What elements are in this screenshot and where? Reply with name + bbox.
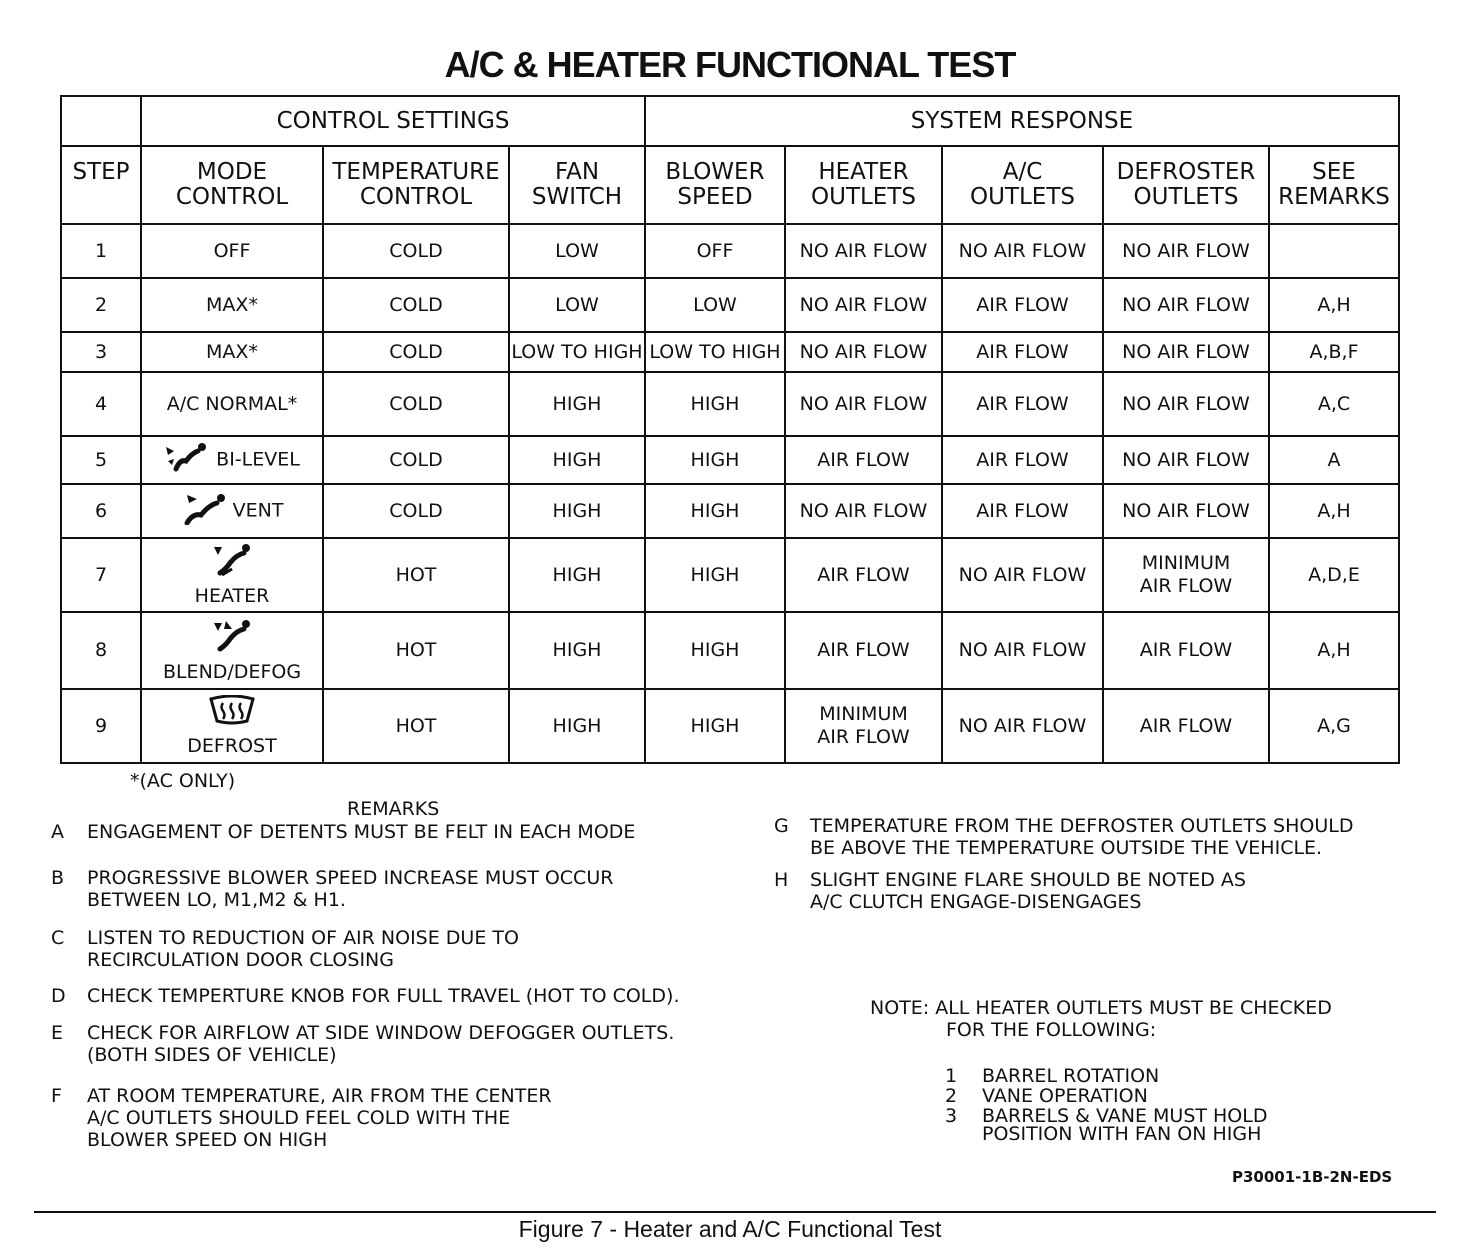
defrost-icon xyxy=(207,695,257,735)
remark-text: A/C CLUTCH ENGAGE-DISENGAGES xyxy=(810,891,1142,913)
remark-text: A/C OUTLETS SHOULD FEEL COLD WITH THE xyxy=(87,1107,511,1129)
heater-outlets-cell: AIR FLOW xyxy=(785,436,942,484)
remark-letter: H xyxy=(774,869,789,891)
remark-letter: A xyxy=(51,821,64,843)
remarks-heading: REMARKS xyxy=(347,798,440,820)
heater-outlets-cell: NO AIR FLOW xyxy=(785,278,942,332)
heater-outlets-cell: AIR FLOW xyxy=(785,538,942,612)
fan-cell: HIGH xyxy=(509,436,645,484)
defroster-outlets-cell: NO AIR FLOW xyxy=(1103,436,1269,484)
system-response-header: SYSTEM RESPONSE xyxy=(645,96,1399,146)
ac-outlets-cell: AIR FLOW xyxy=(942,436,1103,484)
remarks-cell: A,D,E xyxy=(1269,538,1399,612)
ac-outlets-cell: NO AIR FLOW xyxy=(942,612,1103,689)
defroster-outlets-cell: NO AIR FLOW xyxy=(1103,278,1269,332)
mode-cell xyxy=(141,436,323,484)
defroster-outlets-cell: AIR FLOW xyxy=(1103,612,1269,689)
remark-text: RECIRCULATION DOOR CLOSING xyxy=(87,949,394,971)
temperature-cell: HOT xyxy=(323,538,509,612)
note-item-number: 3 xyxy=(945,1105,958,1127)
heater-outlets-cell: NO AIR FLOW xyxy=(785,372,942,436)
blower-cell: HIGH xyxy=(645,484,785,538)
blower-cell: LOW xyxy=(645,278,785,332)
mode-cell: OFF xyxy=(141,224,323,278)
remarks-cell: A,B,F xyxy=(1269,332,1399,372)
mode-cell xyxy=(141,538,323,612)
note-block xyxy=(870,997,1332,1041)
mode-cell xyxy=(141,484,323,538)
heater-outlets-cell: AIR FLOW xyxy=(785,612,942,689)
table-row xyxy=(61,372,1399,436)
col-header-defroster-outlets: DEFROSTER OUTLETS xyxy=(1103,146,1269,224)
blower-cell: HIGH xyxy=(645,436,785,484)
mode-cell xyxy=(141,689,323,763)
fan-cell: HIGH xyxy=(509,484,645,538)
footnote-ac-only: *(AC ONLY) xyxy=(130,770,236,792)
note-item-number: 2 xyxy=(945,1085,958,1107)
step-cell: 3 xyxy=(61,332,141,372)
blower-cell: HIGH xyxy=(645,538,785,612)
corner-cell xyxy=(61,96,141,146)
step-cell: 5 xyxy=(61,436,141,484)
col-header-ac-outlets: A/C OUTLETS xyxy=(942,146,1103,224)
blower-cell: HIGH xyxy=(645,372,785,436)
step-cell: 8 xyxy=(61,612,141,689)
defroster-outlets-cell: NO AIR FLOW xyxy=(1103,372,1269,436)
ac-outlets-cell: AIR FLOW xyxy=(942,484,1103,538)
temperature-cell: COLD xyxy=(323,278,509,332)
remark-letter: C xyxy=(51,927,65,949)
bi-level-icon xyxy=(164,441,210,479)
step-cell: 6 xyxy=(61,484,141,538)
note-item-text: POSITION WITH FAN ON HIGH xyxy=(982,1123,1262,1145)
table-row xyxy=(61,612,1399,689)
blower-cell: LOW TO HIGH xyxy=(645,332,785,372)
remark-text: BLOWER SPEED ON HIGH xyxy=(87,1129,328,1151)
heater-outlets-cell: NO AIR FLOW xyxy=(785,484,942,538)
remarks-cell: A,G xyxy=(1269,689,1399,763)
ac-outlets-cell: NO AIR FLOW xyxy=(942,538,1103,612)
temperature-cell: HOT xyxy=(323,612,509,689)
remark-text: ENGAGEMENT OF DETENTS MUST BE FELT IN EACH MODE xyxy=(87,821,636,843)
table-row xyxy=(61,484,1399,538)
fan-cell: HIGH xyxy=(509,538,645,612)
blower-cell: HIGH xyxy=(645,689,785,763)
defroster-outlets-cell: NO AIR FLOW xyxy=(1103,332,1269,372)
remarks-cell xyxy=(1269,224,1399,278)
remark-text: SLIGHT ENGINE FLARE SHOULD BE NOTED AS xyxy=(810,869,1246,891)
column-header-row xyxy=(61,146,1399,224)
step-cell: 9 xyxy=(61,689,141,763)
remarks-cell: A,H xyxy=(1269,612,1399,689)
table-row xyxy=(61,278,1399,332)
temperature-cell: COLD xyxy=(323,332,509,372)
figure-caption: Figure 7 - Heater and A/C Functional Test xyxy=(518,1216,942,1242)
temperature-cell: HOT xyxy=(323,689,509,763)
mode-cell: MAX* xyxy=(141,332,323,372)
col-header-temperature-control: TEMPERATURE CONTROL xyxy=(323,146,509,224)
mode-cell: MAX* xyxy=(141,278,323,332)
col-header-fan-switch: FAN SWITCH xyxy=(509,146,645,224)
remark-text: LISTEN TO REDUCTION OF AIR NOISE DUE TO xyxy=(87,927,519,949)
mode-cell: A/C NORMAL* xyxy=(141,372,323,436)
defroster-outlets-cell: AIR FLOW xyxy=(1103,689,1269,763)
mode-label: HEATER xyxy=(194,584,270,607)
note-item-text: BARREL ROTATION xyxy=(982,1065,1160,1087)
mode-label: VENT xyxy=(232,499,284,522)
remark-letter: B xyxy=(51,867,65,889)
defroster-outlets-cell: NO AIR FLOW xyxy=(1103,484,1269,538)
table-row xyxy=(61,436,1399,484)
col-header-blower-speed: BLOWER SPEED xyxy=(645,146,785,224)
remark-text: PROGRESSIVE BLOWER SPEED INCREASE MUST OCCUR xyxy=(87,867,614,889)
remarks-cell: A,H xyxy=(1269,484,1399,538)
control-settings-header: CONTROL SETTINGS xyxy=(141,96,645,146)
remarks-cell: A,H xyxy=(1269,278,1399,332)
blower-cell: OFF xyxy=(645,224,785,278)
mode-label: DEFROST xyxy=(187,734,277,757)
remark-text: (BOTH SIDES OF VEHICLE) xyxy=(87,1044,337,1066)
temperature-cell: COLD xyxy=(323,484,509,538)
remark-text: BETWEEN LO, M1,M2 & H1. xyxy=(87,889,346,911)
blend-defog-icon xyxy=(212,617,252,661)
remark-text: CHECK TEMPERTURE KNOB FOR FULL TRAVEL (HOT TO COLD). xyxy=(87,985,680,1007)
col-header-heater-outlets: HEATER OUTLETS xyxy=(785,146,942,224)
ac-outlets-cell: AIR FLOW xyxy=(942,278,1103,332)
defroster-outlets-cell: MINIMUM AIR FLOW xyxy=(1103,538,1269,612)
ac-outlets-cell: NO AIR FLOW xyxy=(942,689,1103,763)
remark-letter: G xyxy=(774,815,789,837)
col-header-see-remarks: SEE REMARKS xyxy=(1269,146,1399,224)
remark-letter: F xyxy=(51,1085,62,1107)
heater-outlets-cell: NO AIR FLOW xyxy=(785,224,942,278)
fan-cell: LOW xyxy=(509,278,645,332)
step-cell: 2 xyxy=(61,278,141,332)
remark-text: CHECK FOR AIRFLOW AT SIDE WINDOW DEFOGGER OUTLETS. xyxy=(87,1022,675,1044)
remark-text: AT ROOM TEMPERATURE, AIR FROM THE CENTER xyxy=(87,1085,552,1107)
mode-label: BI-LEVEL xyxy=(216,448,300,471)
step-cell: 4 xyxy=(61,372,141,436)
mode-cell xyxy=(141,612,323,689)
heater-outlets-cell: MINIMUM AIR FLOW xyxy=(785,689,942,763)
table-row xyxy=(61,689,1399,763)
step-cell: 7 xyxy=(61,538,141,612)
ac-outlets-cell: NO AIR FLOW xyxy=(942,224,1103,278)
remarks-cell: A xyxy=(1269,436,1399,484)
functional-test-table xyxy=(60,95,1400,764)
col-header-mode-control: MODE CONTROL xyxy=(141,146,323,224)
drawing-code: P30001-1B-2N-EDS xyxy=(1232,1168,1393,1186)
table-body xyxy=(61,224,1399,763)
remark-text: BE ABOVE THE TEMPERATURE OUTSIDE THE VEHICLE. xyxy=(810,837,1323,859)
note-item-number: 1 xyxy=(945,1065,958,1087)
page-title: A/C & HEATER FUNCTIONAL TEST xyxy=(444,44,1016,85)
table-row xyxy=(61,332,1399,372)
note-item-text: BARRELS & VANE MUST HOLD xyxy=(982,1105,1268,1127)
vent-icon xyxy=(181,491,227,531)
table-row xyxy=(61,224,1399,278)
temperature-cell: COLD xyxy=(323,372,509,436)
col-header-step: STEP xyxy=(61,146,141,224)
fan-cell: LOW xyxy=(509,224,645,278)
heater-outlets-cell: NO AIR FLOW xyxy=(785,332,942,372)
caption-divider xyxy=(34,1211,1436,1213)
ac-outlets-cell: AIR FLOW xyxy=(942,372,1103,436)
remarks-cell: A,C xyxy=(1269,372,1399,436)
step-cell: 1 xyxy=(61,224,141,278)
defroster-outlets-cell: NO AIR FLOW xyxy=(1103,224,1269,278)
fan-cell: HIGH xyxy=(509,372,645,436)
mode-label: BLEND/DEFOG xyxy=(162,661,302,683)
note-item-text: VANE OPERATION xyxy=(982,1085,1148,1107)
remark-text: TEMPERATURE FROM THE DEFROSTER OUTLETS SHOULD xyxy=(810,815,1354,837)
blower-cell: HIGH xyxy=(645,612,785,689)
fan-cell: HIGH xyxy=(509,612,645,689)
fan-cell: LOW TO HIGH xyxy=(509,332,645,372)
note-line: FOR THE FOLLOWING: xyxy=(946,1019,1157,1041)
remark-letter: D xyxy=(51,985,66,1007)
temperature-cell: COLD xyxy=(323,436,509,484)
heater-icon xyxy=(212,543,252,585)
temperature-cell: COLD xyxy=(323,224,509,278)
ac-outlets-cell: AIR FLOW xyxy=(942,332,1103,372)
remark-letter: E xyxy=(51,1022,64,1044)
table-row xyxy=(61,538,1399,612)
note-line: NOTE: ALL HEATER OUTLETS MUST BE CHECKED xyxy=(870,997,1332,1019)
fan-cell: HIGH xyxy=(509,689,645,763)
